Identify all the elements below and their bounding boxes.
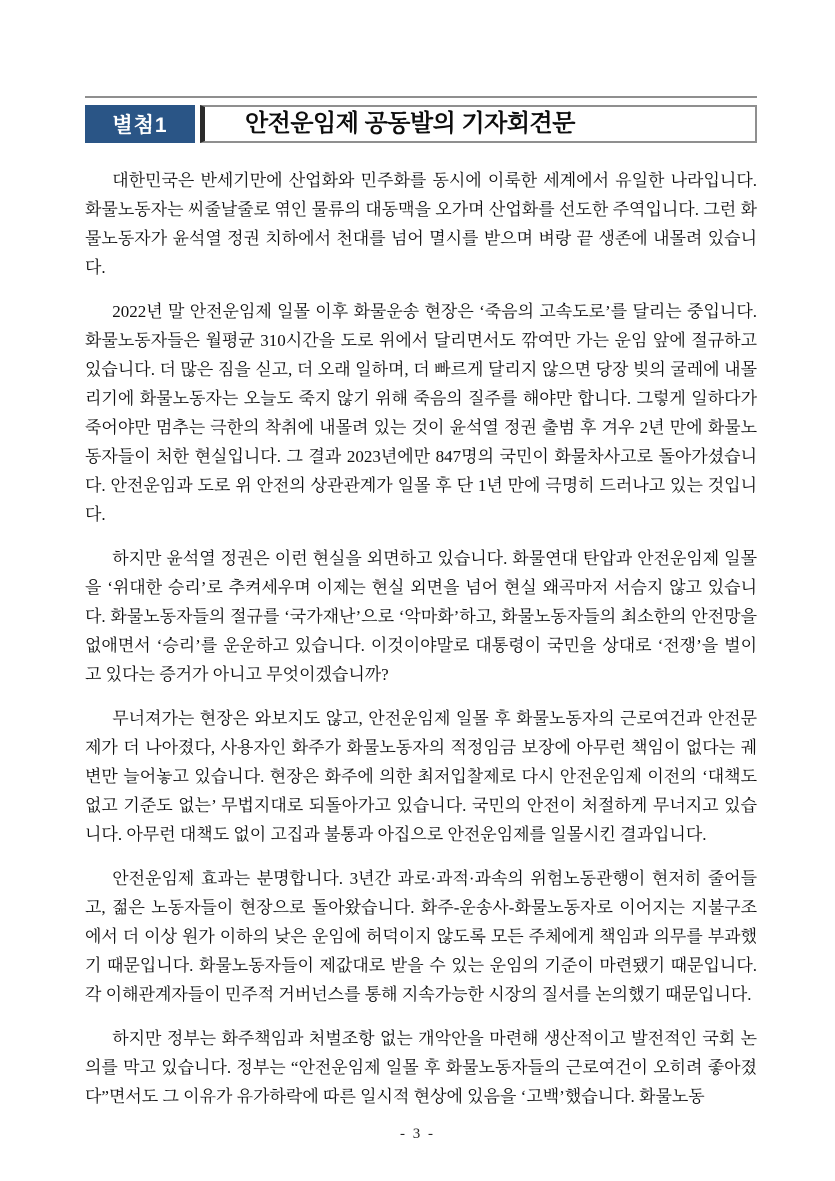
paragraph-5: 안전운임제 효과는 분명합니다. 3년간 과로·과적·과속의 위험노동관행이 현저히 줄어들고, 젊은 노동자들이 현장으로 돌아왔습니다. 화주-운송사-화물노동자로 이어지는 지불구조에서 더 이상 원가 이하의 낮은 운임에 허덕이지 않도록 모든 주체에게 책임과 의무를 부과했기 때문입니다. 화물노동자들이 제값대로 받을 수 있는 운임의 기준이 마련됐기 때문입니다. 각 이해관계자들이 민주적 거버넌스를 통해 지속가능한 시장의 질서를 논의했기 때문입니다. (85, 869, 757, 1004)
attachment-header (85, 96, 757, 143)
paragraph-2: 2022년 말 안전운임제 일몰 이후 화물운송 현장은 ‘죽음의 고속도로’를 달리는 중입니다. 화물노동자들은 월평균 310시간을 도로 위에서 달리면서도 깎여만 가는 운임 앞에 절규하고 있습니다. 더 많은 짐을 싣고, 더 오래 일하며, 더 빠르게 달리지 않으면 당장 빚의 굴레에 내몰리기에 화물노동자는 오늘도 죽지 않기 위해 죽음의 질주를 해야만 합니다. 그렇게 일하다가 죽어야만 멈추는 극한의 착취에 내몰려 있는 것이 윤석열 정권 출범 후 겨우 2년 만에 화물노동자들이 처한 현실입니다. 그 결과 2023년에만 847명의 국민이 화물차사고로 돌아가셨습니다. 안전운임과 도로 위 안전의 상관관계가 일몰 후 단 1년 만에 극명히 드러나고 있는 것입니다. (85, 302, 757, 524)
header-row (85, 105, 757, 143)
title-box (200, 105, 757, 143)
document-title: 안전운임제 공동발의 기자회견문 (245, 110, 575, 137)
page-footer (0, 1126, 835, 1143)
attachment-badge: 별첨1 (85, 105, 195, 143)
paragraph-6: 하지만 정부는 화주책임과 처벌조항 없는 개악안을 마련해 생산적이고 발전적인 국회 논의를 막고 있습니다. 정부는 “안전운임제 일몰 후 화물노동자들의 근로여건이 오히려 좋아졌다”면서도 그 이유가 유가하락에 따른 일시적 현상에 있음을 ‘고백’했습니다. 화물노동 (85, 1029, 757, 1106)
paragraph-1: 대한민국은 반세기만에 산업화와 민주화를 동시에 이룩한 세계에서 유일한 나라입니다. 화물노동자는 씨줄날줄로 엮인 물류의 대동맥을 오가며 산업화를 선도한 주역입니다. 그런 화물노동자가 윤석열 정권 치하에서 천대를 넘어 멸시를 받으며 벼랑 끝 생존에 내몰려 있습니다. (85, 171, 757, 277)
paragraph-3: 하지만 윤석열 정권은 이런 현실을 외면하고 있습니다. 화물연대 탄압과 안전운임제 일몰을 ‘위대한 승리’로 추켜세우며 이제는 현실 외면을 넘어 현실 왜곡마저 서슴지 않고 있습니다. 화물노동자들의 절규를 ‘국가재난’으로 ‘악마화’하고, 화물노동자들의 최소한의 안전망을 없애면서 ‘승리’를 운운하고 있습니다. 이것이야말로 대통령이 국민을 상대로 ‘전쟁’을 벌이고 있다는 증거가 아니고 무엇이겠습니까? (85, 549, 757, 684)
document-body (85, 166, 757, 1111)
paragraph-4: 무너져가는 현장은 와보지도 않고, 안전운임제 일몰 후 화물노동자의 근로여건과 안전문제가 더 나아졌다, 사용자인 화주가 화물노동자의 적정임금 보장에 아무런 책임이 없다는 궤변만 늘어놓고 있습니다. 현장은 화주에 의한 최저입찰제로 다시 안전운임제 이전의 ‘대책도 없고 기준도 없는’ 무법지대로 되돌아가고 있습니다. 국민의 안전이 처절하게 무너지고 있습니다. 아무런 대책도 없이 고집과 불통과 아집으로 안전운임제를 일몰시킨 결과입니다. (85, 709, 757, 844)
header-top-rule (85, 96, 757, 98)
page-number: - 3 - (400, 1126, 435, 1142)
